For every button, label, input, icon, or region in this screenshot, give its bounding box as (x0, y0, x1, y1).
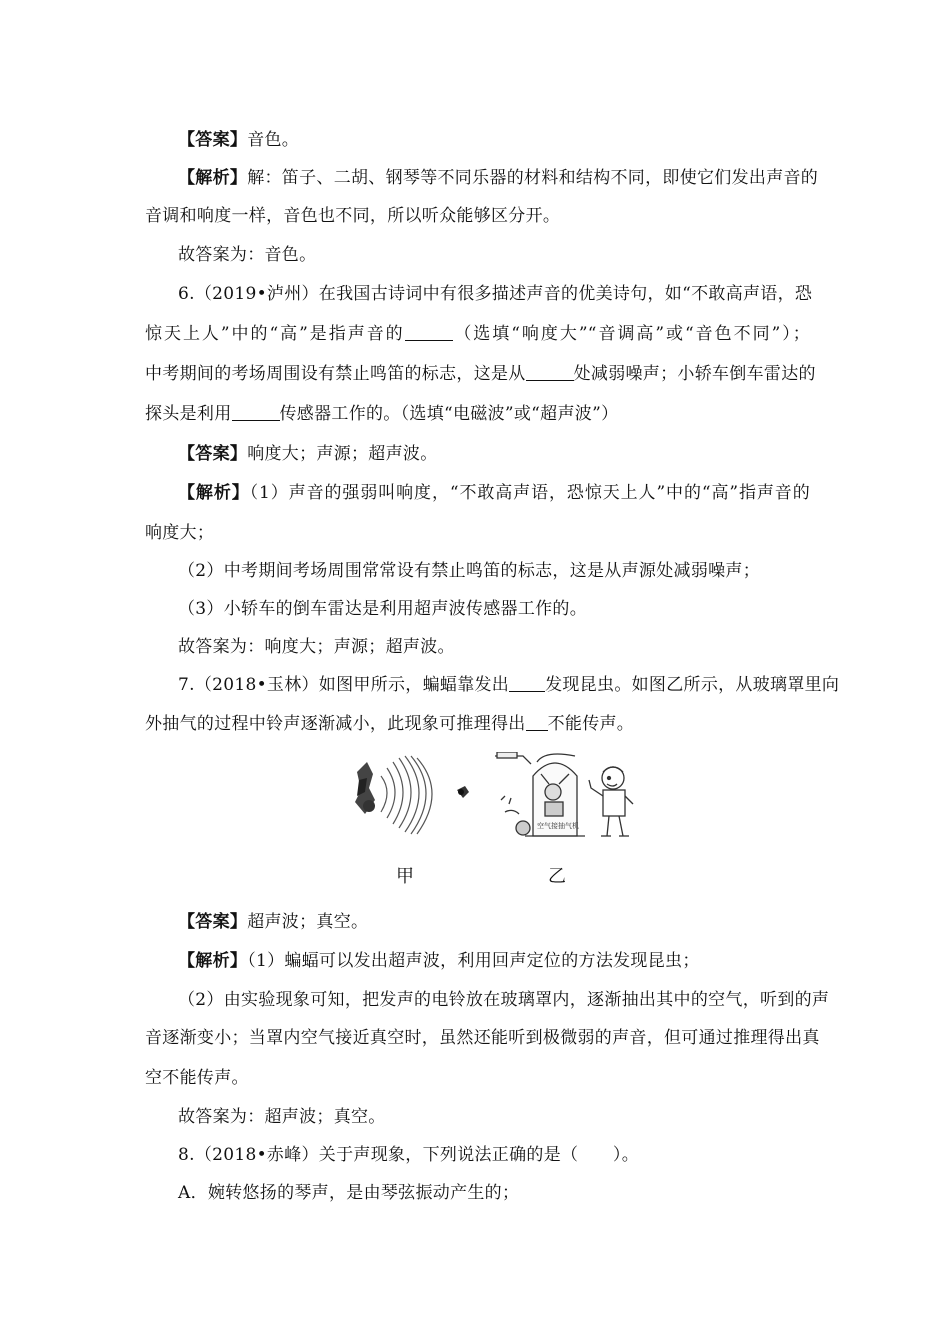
q8-question-line-1: 8.（2018•赤峰）关于声现象，下列说法正确的是（ ）。 (178, 1145, 640, 1165)
answer-blank (526, 714, 548, 731)
q7-analysis-line-3: 音逐渐变小；当罩内空气接近真空时，虽然还能听到极微弱的声音，但可通过推理得出真 (145, 1028, 820, 1048)
insect-illustration (457, 786, 469, 798)
q6-answer-line: 【答案】响度大；声源；超声波。 (178, 444, 438, 464)
bat-illustration (355, 762, 375, 814)
q5-answer-line: 【答案】音色。 (178, 130, 300, 150)
q7-analysis-line-1: 【解析】（1）蝙蝠可以发出超声波，利用回声定位的方法发现昆虫； (178, 951, 700, 971)
q7-final-answer: 故答案为：超声波；真空。 (178, 1107, 386, 1127)
boy-illustration (589, 767, 633, 836)
q6-final-answer: 故答案为：响度大；声源；超声波。 (178, 637, 455, 657)
q7-analysis-line-4: 空不能传声。 (145, 1068, 249, 1088)
answer-blank (526, 364, 574, 381)
q6-question-line-2: 惊天上人”中的“高”是指声音的 （选填“响度大”“音调高”或“音色不同”）； (145, 324, 811, 344)
q8-option-a: A．婉转悠扬的琴声，是由琴弦振动产生的； (178, 1183, 520, 1203)
q7-analysis-line-2: （2）由实验现象可知，把发声的电铃放在玻璃罩内，逐渐抽出其中的空气，听到的声 (178, 990, 830, 1010)
pump-caption: 空气接抽气机 (537, 822, 579, 830)
q7-question-line-2: 外抽气的过程中铃声逐渐减小，此现象可推理得出 不能传声。 (145, 714, 635, 734)
q6-question-line-1: 6.（2019•泸州）在我国古诗词中有很多描述声音的优美诗句，如“不敢高声语，恐 (178, 284, 813, 304)
q6-analysis-line-4: （3）小轿车的倒车雷达是利用超声波传感器工作的。 (178, 599, 588, 619)
answer-blank (232, 404, 280, 421)
q6-question-line-3: 中考期间的考场周围设有禁止鸣笛的标志，这是从 处减弱噪声；小轿车倒车雷达的 (145, 364, 816, 384)
answer-blank (405, 324, 453, 341)
q6-analysis-line-3: （2）中考期间考场周围常常设有禁止鸣笛的标志，这是从声源处减弱噪声； (178, 561, 761, 581)
q6-analysis-line-1: 【解析】（1）声音的强弱叫响度，“不敢高声语，恐惊天上人”中的“高”指声音的 (178, 483, 810, 503)
q5-analysis-line-2: 音调和响度一样，音色也不同，所以听众能够区分开。 (145, 206, 561, 226)
q6-analysis-line-2: 响度大； (145, 523, 215, 543)
q6-question-line-4: 探头是利用 传感器工作的。（选填“电磁波”或“超声波”） (145, 404, 619, 424)
answer-blank (509, 675, 545, 692)
q5-final-answer: 故答案为：音色。 (178, 245, 317, 265)
q5-analysis-line-1: 【解析】解：笛子、二胡、钢琴等不同乐器的材料和结构不同，即使它们发出声音的 (178, 168, 819, 188)
q7-question-line-1: 7.（2018•玉林）如图甲所示，蝙蝠靠发出 发现昆虫。如图乙所示，从玻璃罩里向 (178, 675, 840, 695)
figure-bat-and-bell-jar (345, 752, 645, 842)
figure-label-a: 甲 (396, 866, 414, 887)
sound-waves (381, 756, 432, 834)
figure-label-b: 乙 (548, 866, 566, 887)
q7-answer-line: 【答案】超声波；真空。 (178, 912, 369, 932)
